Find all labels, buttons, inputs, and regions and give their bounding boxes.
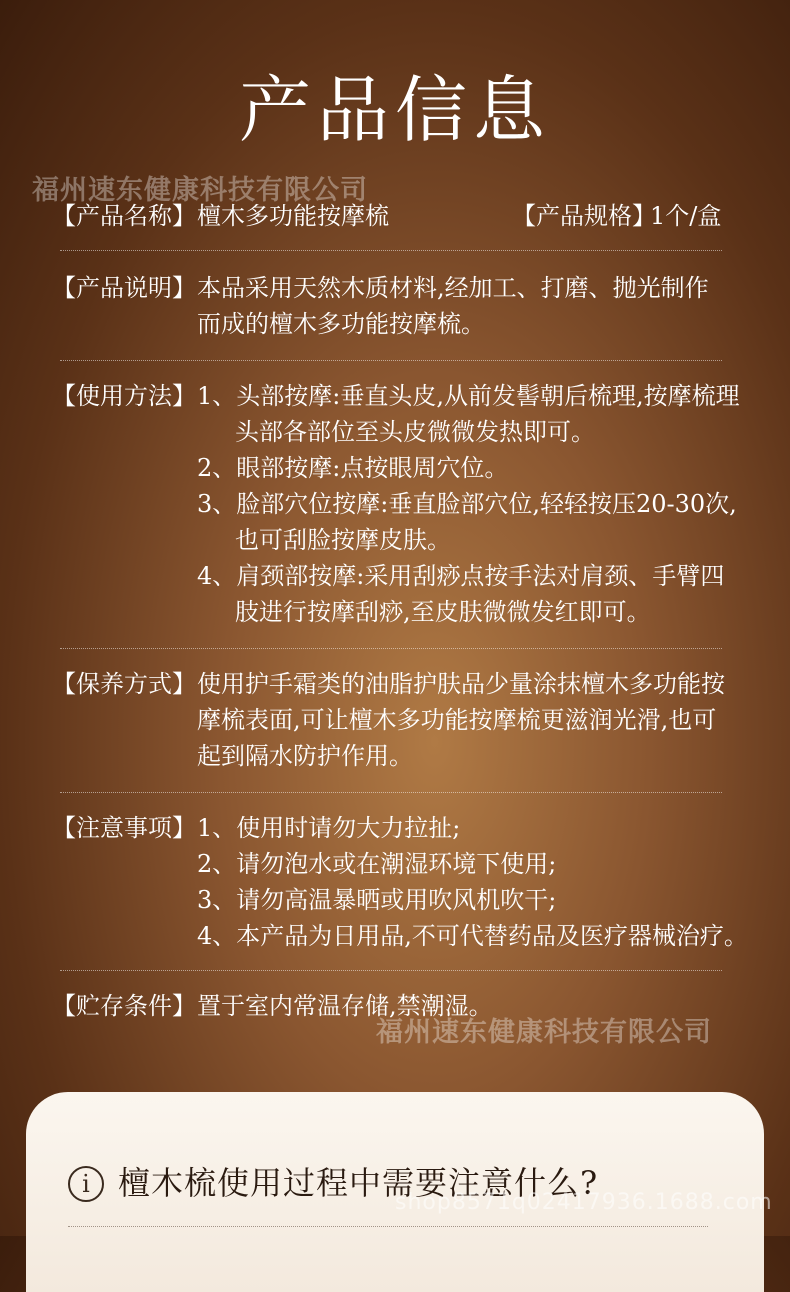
info-icon: i — [68, 1166, 104, 1202]
faq-question: 檀木梳使用过程中需要注意什么? — [118, 1164, 599, 1202]
product-name-label: 【产品名称】 — [52, 202, 196, 230]
product-desc-row — [52, 270, 752, 342]
product-desc-label: 【产品说明】 — [52, 274, 196, 302]
care-row — [52, 666, 752, 774]
notes-line: 2、请勿泡水或在潮湿环境下使用; — [197, 850, 557, 878]
notes-label: 【注意事项】 — [52, 814, 196, 842]
company-watermark: 福州速东健康科技有限公司 — [32, 175, 368, 206]
divider — [60, 250, 722, 251]
usage-line: 头部各部位至头皮微微发热即可。 — [235, 418, 595, 446]
notes-line: 4、本产品为日用品,不可代替药品及医疗器械治疗。 — [197, 922, 748, 950]
page-title: 产品信息 — [238, 68, 551, 152]
usage-text — [197, 378, 740, 630]
usage-label: 【使用方法】 — [52, 382, 196, 410]
care-line: 起到隔水防护作用。 — [197, 742, 413, 770]
usage-line: 2、眼部按摩:点按眼周穴位。 — [197, 454, 509, 482]
notes-text — [197, 810, 748, 954]
company-watermark: 福州速东健康科技有限公司 — [376, 1017, 712, 1048]
divider — [60, 648, 722, 649]
desc-line: 而成的檀木多功能按摩梳。 — [197, 310, 485, 338]
divider — [60, 792, 722, 793]
care-line: 使用护手霜类的油脂护肤品少量涂抹檀木多功能按 — [197, 670, 725, 698]
care-line: 摩梳表面,可让檀木多功能按摩梳更滋润光滑,也可 — [197, 706, 717, 734]
usage-row — [52, 378, 752, 630]
notes-line: 3、请勿高温暴晒或用吹风机吹干; — [197, 886, 557, 914]
site-watermark: shop8571q02417936.1688.com — [395, 1190, 773, 1215]
notes-row — [52, 810, 772, 954]
usage-line: 4、肩颈部按摩:采用刮痧点按手法对肩颈、手臂四 — [197, 562, 725, 590]
product-name-value: 檀木多功能按摩梳 — [197, 202, 389, 230]
divider — [60, 360, 722, 361]
product-name-row — [52, 198, 752, 234]
usage-line: 3、脸部穴位按摩:垂直脸部穴位,轻轻按压20-30次, — [197, 490, 737, 518]
care-text — [197, 666, 725, 774]
usage-line: 肢进行按摩刮痧,至皮肤微微发红即可。 — [235, 598, 651, 626]
product-spec-label: 【产品规格】 — [512, 202, 656, 230]
divider — [68, 1226, 708, 1227]
notes-line: 1、使用时请勿大力拉扯; — [197, 814, 461, 842]
product-spec-value: 1个/盒 — [650, 202, 722, 230]
product-desc-text — [197, 270, 709, 342]
usage-line: 也可刮脸按摩皮肤。 — [235, 526, 451, 554]
desc-line: 本品采用天然木质材料,经加工、打磨、抛光制作 — [197, 274, 709, 302]
storage-label: 【贮存条件】 — [52, 992, 196, 1020]
care-label: 【保养方式】 — [52, 670, 196, 698]
usage-line: 1、头部按摩:垂直头皮,从前发髻朝后梳理,按摩梳理 — [197, 382, 740, 410]
storage-value: 置于室内常温存储,禁潮湿。 — [197, 992, 493, 1020]
divider — [60, 970, 722, 971]
